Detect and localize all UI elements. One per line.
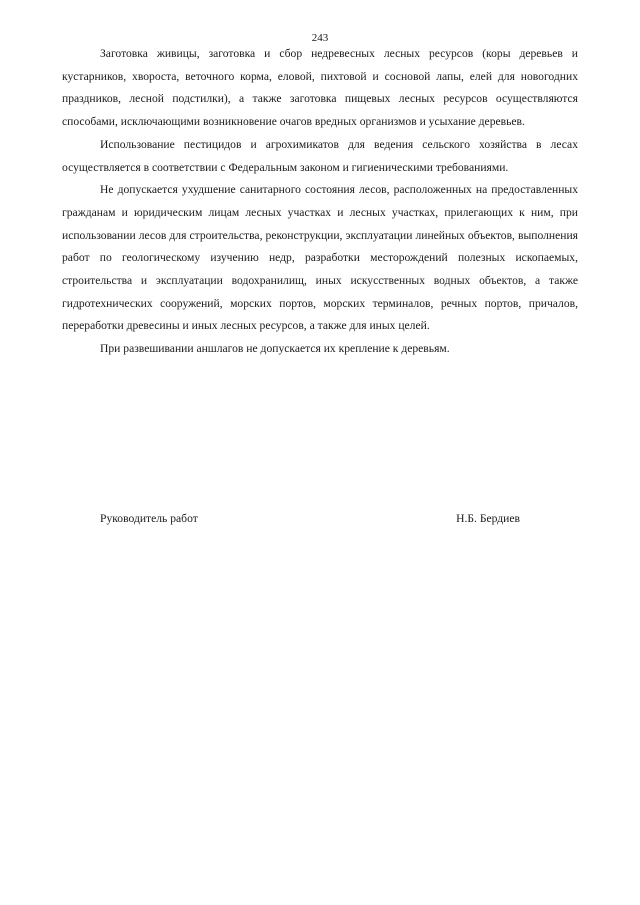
page-number: 243 bbox=[311, 32, 329, 44]
paragraph-sanitary-condition: Не допускается ухудшение санитарного состояния лесов, расположенных на предоставленных гражданам и юридическим лицам лесных участках и лесных участках, прилегающих к ним, при использовании лесов для строительства, реконструкции, эксплуатации линейных объектов, выполнения работ по геологическому изучению недр, разработки месторождений полезных ископаемых, строительства и эксплуатации водохранилищ, иных искусственных водных объектов, а также гидротехнических сооружений, морских портов, морских терминалов, речных портов, причалов, переработки древесины и иных лесных ресурсов, а также для иных целей. bbox=[62, 183, 578, 333]
paragraph-pesticides: Использование пестицидов и агрохимикатов для ведения сельского хозяйства в лесах осуществляется в соответствии с Федеральным законом и гигиеническими требованиями. bbox=[62, 137, 578, 174]
document-body bbox=[62, 43, 578, 361]
signature-name: Н.Б. Бердиев bbox=[456, 512, 520, 525]
signature-block bbox=[100, 511, 520, 527]
signature-role: Руководитель работ bbox=[100, 512, 198, 525]
paragraph-signs: При развешивании аншлагов не допускается их крепление к деревьям. bbox=[100, 342, 450, 356]
paragraph-harvesting: Заготовка живицы, заготовка и сбор недревесных лесных ресурсов (коры деревьев и кустарников, хвороста, веточного корма, еловой, пихтовой и сосновой лапы, елей для новогодних праздников, лесной подстилки), а также заготовка пищевых лесных ресурсов осуществляются способами, исключающими возникновение очагов вредных организмов и усыхание деревьев. bbox=[62, 47, 578, 129]
